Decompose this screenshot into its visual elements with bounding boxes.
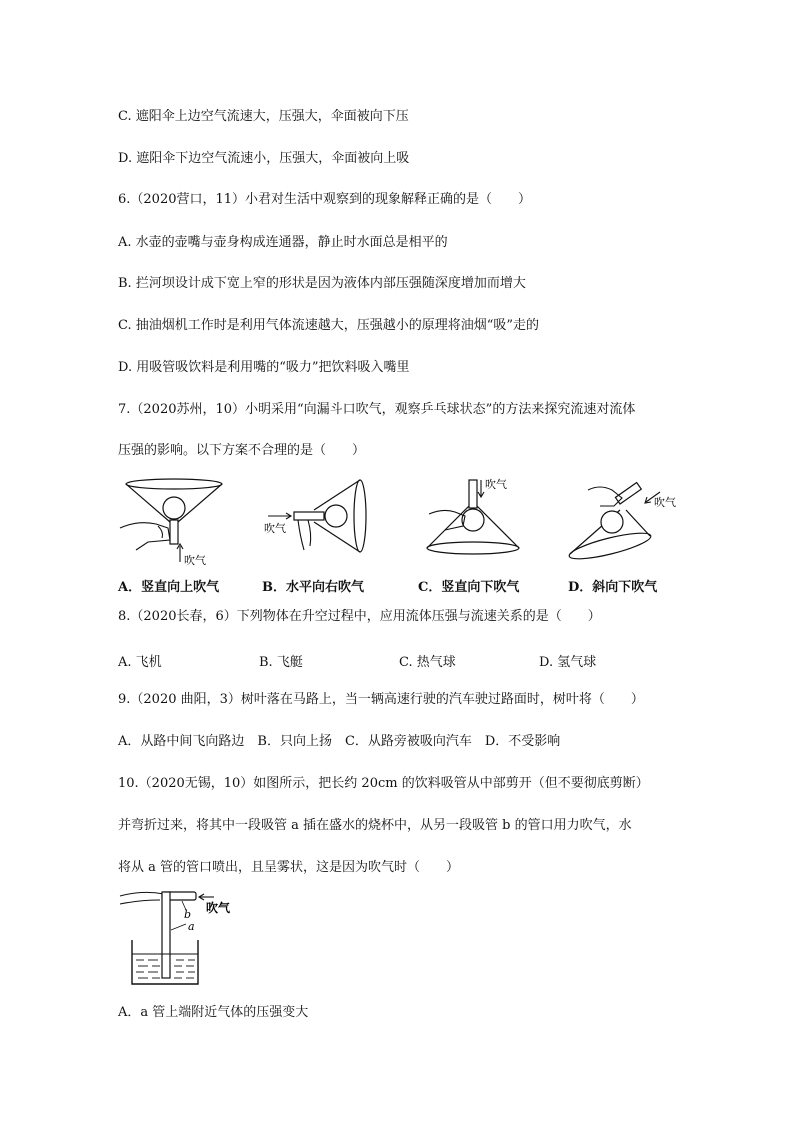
figure-b-funnel-horizontal (262, 476, 372, 572)
question-6-option-c: C. 抽油烟机工作时是利用气体流速越大，压强越小的原理将油烟“吸”走的 (118, 318, 540, 333)
option-c-sunshade-top: C. 遮阳伞上边空气流速大，压强大，伞面被向下压 (118, 109, 409, 124)
figure-a-caption: A．竖直向上吹气 (118, 580, 220, 595)
question-10-straw-beaker-figure (118, 884, 248, 990)
figure-b-caption: B．水平向右吹气 (262, 580, 364, 595)
question-8-stem: 8.（2020长春，6）下列物体在升空过程中，应用流体压强与流速关系的是（ ） (118, 609, 601, 624)
question-6-stem: 6.（2020营口，11）小君对生活中观察到的现象解释正确的是（ ） (118, 192, 532, 207)
question-8-option-a: A. 飞机 (118, 655, 162, 670)
question-8-options (118, 651, 678, 670)
question-6-option-b: B. 拦河坝设计成下宽上窄的形状是因为液体内部压强随深度增加而增大 (118, 276, 526, 291)
question-9-options: A．从路中间飞向路边 B．只向上扬 C．从路旁被吸向汽车 D．不受影响 (118, 734, 561, 749)
figure-a-funnel-up (118, 476, 228, 572)
q10-label-b: b (184, 908, 192, 921)
figure-b-blow-label: 吹气 (264, 522, 286, 535)
question-8-option-c: C. 热气球 (399, 655, 456, 670)
option-d-sunshade-bottom: D. 遮阳伞下边空气流速小，压强大，伞面被向上吸 (118, 151, 410, 166)
figure-c-blow-label: 吹气 (485, 478, 507, 491)
q10-label-a: a (188, 920, 195, 933)
question-6-option-a: A. 水壶的壶嘴与壶身构成连通器，静止时水面总是相平的 (118, 235, 448, 250)
question-10-stem-line2: 并弯折过来，将其中一段吸管 a 插在盛水的烧杯中，从另一段吸管 b 的管口用力吹气，水 (118, 818, 632, 833)
figure-c-funnel-down (425, 476, 535, 572)
question-7-stem-line1: 7.（2020苏州，10）小明采用“向漏斗口吹气，观察乒乓球状态”的方法来探究流速对流体 (118, 402, 636, 417)
question-7-stem-line2: 压强的影响。以下方案不合理的是（ ） (118, 443, 366, 458)
question-8-option-d: D. 氢气球 (539, 655, 597, 670)
figure-a-blow-label: 吹气 (184, 554, 206, 567)
question-10-option-a: A．a 管上端附近气体的压强变大 (118, 1005, 309, 1020)
question-6-option-d: D. 用吸管吸饮料是利用嘴的“吸力”把饮料吸入嘴里 (118, 360, 410, 375)
figure-c-caption: C．竖直向下吹气 (418, 580, 520, 595)
figure-d-funnel-tilted (568, 476, 680, 572)
figure-d-caption: D．斜向下吹气 (568, 580, 658, 595)
question-10-stem-line1: 10.（2020无锡，10）如图所示，把长约 20cm 的饮料吸管从中部剪开（但不要彻底剪断） (118, 776, 649, 791)
question-9-stem: 9.（2020 曲阳，3）树叶落在马路上，当一辆高速行驶的汽车驶过路面时，树叶将（ ） (118, 692, 644, 707)
question-8-option-b: B. 飞艇 (259, 655, 303, 670)
figure-d-blow-label: 吹气 (654, 496, 676, 509)
q10-blow-label: 吹气 (206, 901, 231, 915)
question-10-stem-line3: 将从 a 管的管口喷出，且呈雾状，这是因为吹气时（ ） (118, 860, 460, 875)
